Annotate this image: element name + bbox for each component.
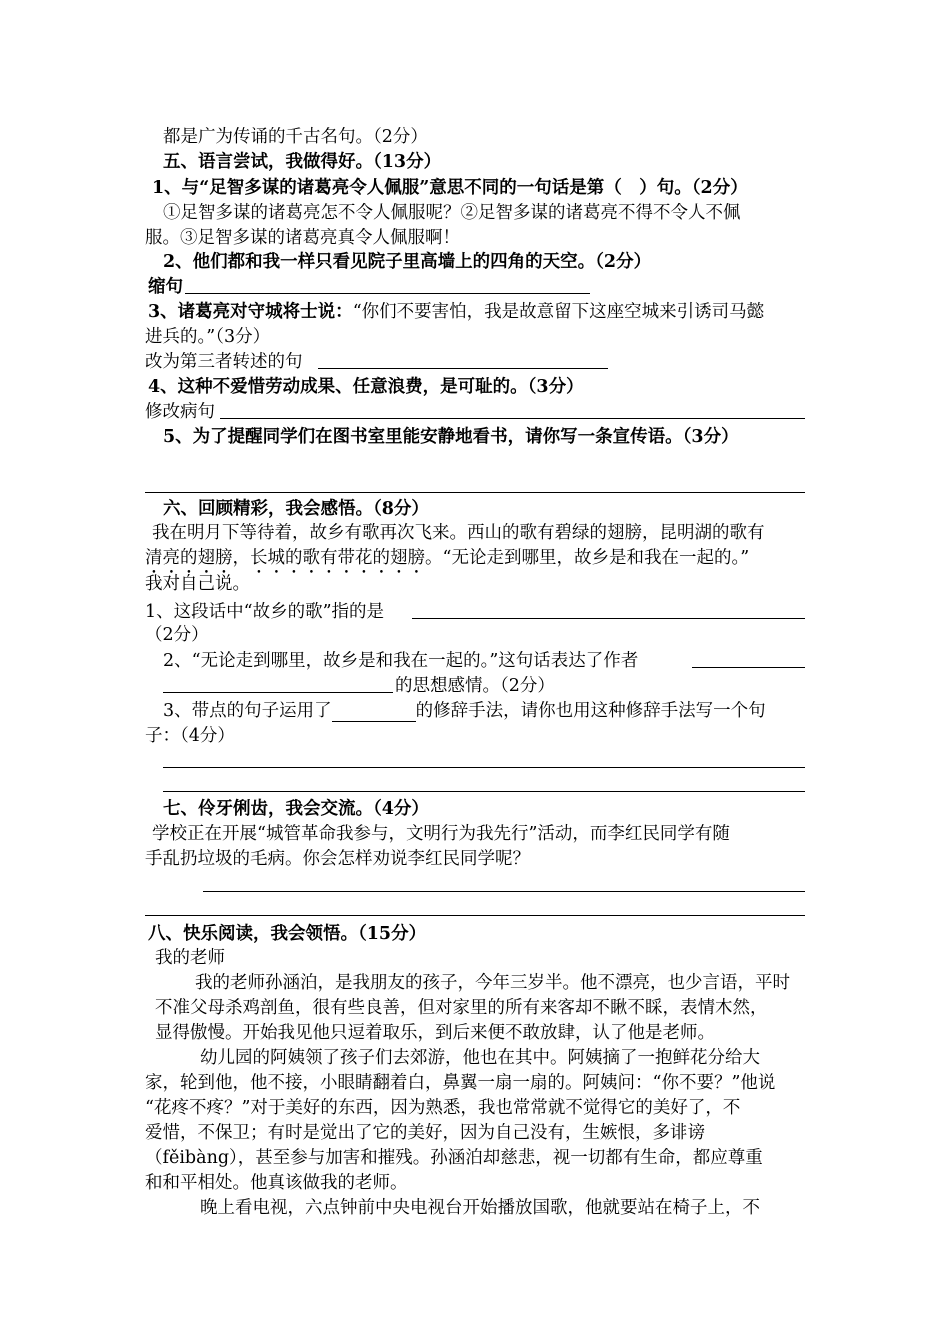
answer-blank[interactable]: [145, 492, 805, 493]
passage-line: 晚上看电视，六点钟前中央电视台开始播放国歌，他就要站在椅子上，不: [200, 1198, 760, 1218]
passage-line: 我在明月下等待着，故乡有歌再次飞来。西山的歌有碧绿的翅膀，昆明湖的歌有: [152, 523, 765, 543]
passage-line: “花疼不疼？”对于美好的东西，因为熟悉，我也常常就不觉得它的美好了，不: [145, 1098, 741, 1118]
option-text: 服。③足智多谋的诸葛亮真令人佩服啊！: [145, 228, 460, 248]
dotted-sentence: 清亮的翅膀，长城的歌有带花的翅膀。: [145, 548, 443, 568]
q63-part2: 的修辞手法，请你也用这种修辞手法写一个句: [415, 701, 766, 721]
answer-blank[interactable]: [220, 418, 805, 419]
answer-blank[interactable]: [163, 767, 805, 768]
answer-label: 修改病句: [145, 402, 215, 422]
question-5-5: 5、为了提醒同学们在图书室里能安静地看书，请你写一条宣传语。（3分）: [163, 427, 739, 447]
quote-text: “无论走到哪里，故乡是和我在一起的。”: [442, 548, 750, 568]
passage-line: 我对自己说。: [145, 574, 250, 594]
text-line: 都是广为传诵的千古名句。（2分）: [163, 127, 428, 147]
passage-line: 家，轮到他，他不接，小眼睛翻着白，鼻翼一扇一扇的。阿姨问：“你不要？”他说: [145, 1073, 776, 1093]
section-7-heading: 七、伶牙俐齿，我会交流。（4分）: [163, 799, 429, 819]
answer-blank[interactable]: [318, 368, 608, 369]
answer-blank[interactable]: [163, 692, 393, 693]
section-6-heading: 六、回顾精彩，我会感悟。（8分）: [163, 499, 429, 519]
section-5-heading: 五、语言尝试，我做得好。（13分）: [163, 152, 442, 172]
question-5-3-label: 3、诸葛亮对守城将士说：: [148, 302, 353, 322]
passage-line: 幼儿园的阿姨领了孩子们去郊游，他也在其中。阿姨摘了一抱鲜花分给大: [200, 1048, 760, 1068]
passage-line: 我的老师孙涵泊，是我朋友的孩子，今年三岁半。他不漂亮，也少言语，平时: [195, 973, 790, 993]
passage-line: （fěibàng），甚至参与加害和摧残。孙涵泊却慈悲，视一切都有生命，都应尊重: [145, 1148, 763, 1168]
passage-line: 爱惜，不保卫；有时是觉出了它的美好，因为自己没有，生嫉恨，多诽谤: [145, 1123, 705, 1143]
question-5-1: 1、与“足智多谋的诸葛亮令人佩服”意思不同的一句话是第（ ）句。（2分）: [152, 178, 748, 198]
passage-line: 手乱扔垃圾的毛病。你会怎样劝说李红民同学呢？: [145, 849, 530, 869]
question-5-2: 2、他们都和我一样只看见院子里高墙上的四角的天空。（2分）: [163, 252, 652, 272]
answer-blank[interactable]: [412, 618, 805, 619]
option-text: ①足智多谋的诸葛亮怎不令人佩服呢？②足智多谋的诸葛亮不得不令人不佩: [163, 203, 741, 223]
question-5-3: [148, 301, 764, 323]
answer-label: 缩句: [148, 277, 183, 297]
answer-blank[interactable]: [692, 667, 805, 668]
passage-title: 我的老师: [155, 948, 225, 968]
answer-label: 改为第三者转述的句: [145, 352, 303, 372]
answer-blank[interactable]: [203, 891, 805, 892]
passage-line: 不准父母杀鸡剖鱼，很有些良善，但对家里的所有来客却不瞅不睬，表情木然，: [155, 998, 768, 1018]
answer-blank[interactable]: [332, 704, 416, 722]
answer-blank[interactable]: [185, 293, 590, 294]
q63-part1: 3、带点的句子运用了: [163, 701, 332, 721]
question-5-4: 4、这种不爱惜劳动成果、任意浪费，是可耻的。（3分）: [148, 377, 584, 397]
answer-blank[interactable]: [163, 791, 805, 792]
text-line: 子：（4分）: [145, 726, 235, 746]
question-6-2: 2、“无论走到哪里，故乡是和我在一起的。”这句话表达了作者: [163, 651, 639, 671]
text-line: 进兵的。”（3分）: [145, 327, 271, 347]
question-5-3-quote: “你们不要害怕，我是故意留下这座空城来引诱司马懿: [352, 302, 765, 322]
passage-line: 和和平相处。他真该做我的老师。: [145, 1173, 408, 1193]
question-6-3: [163, 700, 766, 722]
answer-blank[interactable]: [145, 915, 805, 916]
passage-line: 学校正在开展“城管革命我参与，文明行为我先行”活动，而李红民同学有随: [152, 824, 730, 844]
passage-line: 显得傲慢。开始我见他只逗着取乐，到后来便不敢放肆，认了他是老师。: [155, 1023, 715, 1043]
question-6-1: 1、这段话中“故乡的歌”指的是: [145, 602, 385, 622]
text-line: 的思想感情。（2分）: [395, 676, 555, 696]
section-8-heading: 八、快乐阅读，我会领悟。（15分）: [148, 924, 427, 944]
text-line: （2分）: [145, 625, 209, 645]
